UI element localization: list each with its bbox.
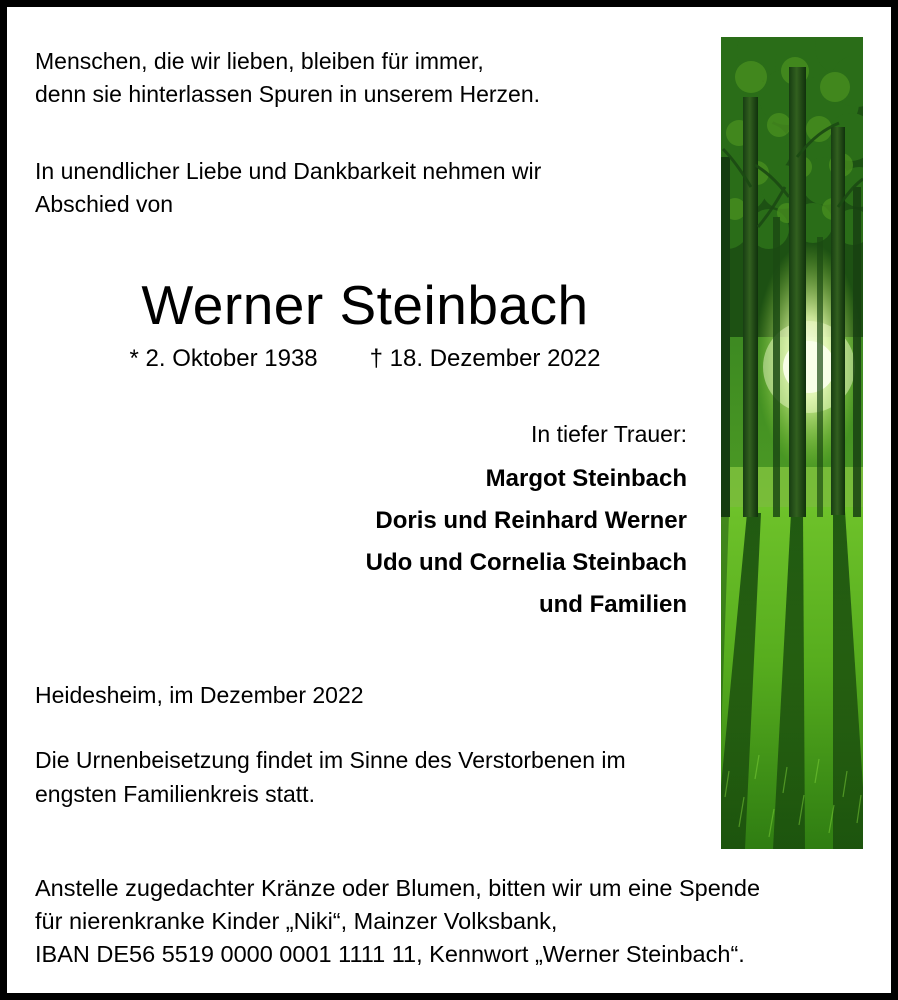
farewell-intro [35,155,725,221]
intro-line-1: In unendlicher Liebe und Dankbarkeit nehmen wir [35,158,542,184]
birth-date: * 2. Oktober 1938 [129,345,318,372]
verse-line-2: denn sie hinterlassen Spuren in unserem Herzen. [35,81,541,107]
death-date: † 18. Dezember 2022 [369,345,601,372]
ceremony-line-2: engsten Familienkreis statt. [35,781,315,807]
mourner-name: und Familien [538,591,687,618]
mourner-name: Doris und Reinhard Werner [375,507,687,534]
place-and-date: Heidesheim, im Dezember 2022 [35,682,364,708]
notice-inner [7,7,891,993]
intro-line-2: Abschied von [35,191,174,217]
ceremony-info [35,743,715,811]
mourner-name: Udo und Cornelia Steinbach [365,549,687,576]
donation-info [35,872,865,971]
mourning-lead: In tiefer Trauer: [531,421,687,447]
verse-line-1: Menschen, die wir lieben, bleiben für immer, [35,48,484,74]
mourner-name: Margot Steinbach [485,465,687,492]
text-column [35,45,725,811]
life-dates [35,345,695,373]
sunlit-forest-photo [721,37,863,849]
ceremony-line-1: Die Urnenbeisetzung findet im Sinne des Verstorbenen im [35,747,626,773]
deceased-name: Werner Steinbach [141,274,589,336]
donation-line-1: Anstelle zugedachter Kränze oder Blumen, bitten wir um eine Spende [35,875,761,901]
donation-line-2: für nierenkranke Kinder „Niki“, Mainzer Volksbank, [35,908,558,934]
donation-line-3: IBAN DE56 5519 0000 0001 1111 11, Kennwort „Werner Steinbach“. [35,941,745,967]
mourners-block [35,421,687,626]
memorial-verse [35,45,725,111]
